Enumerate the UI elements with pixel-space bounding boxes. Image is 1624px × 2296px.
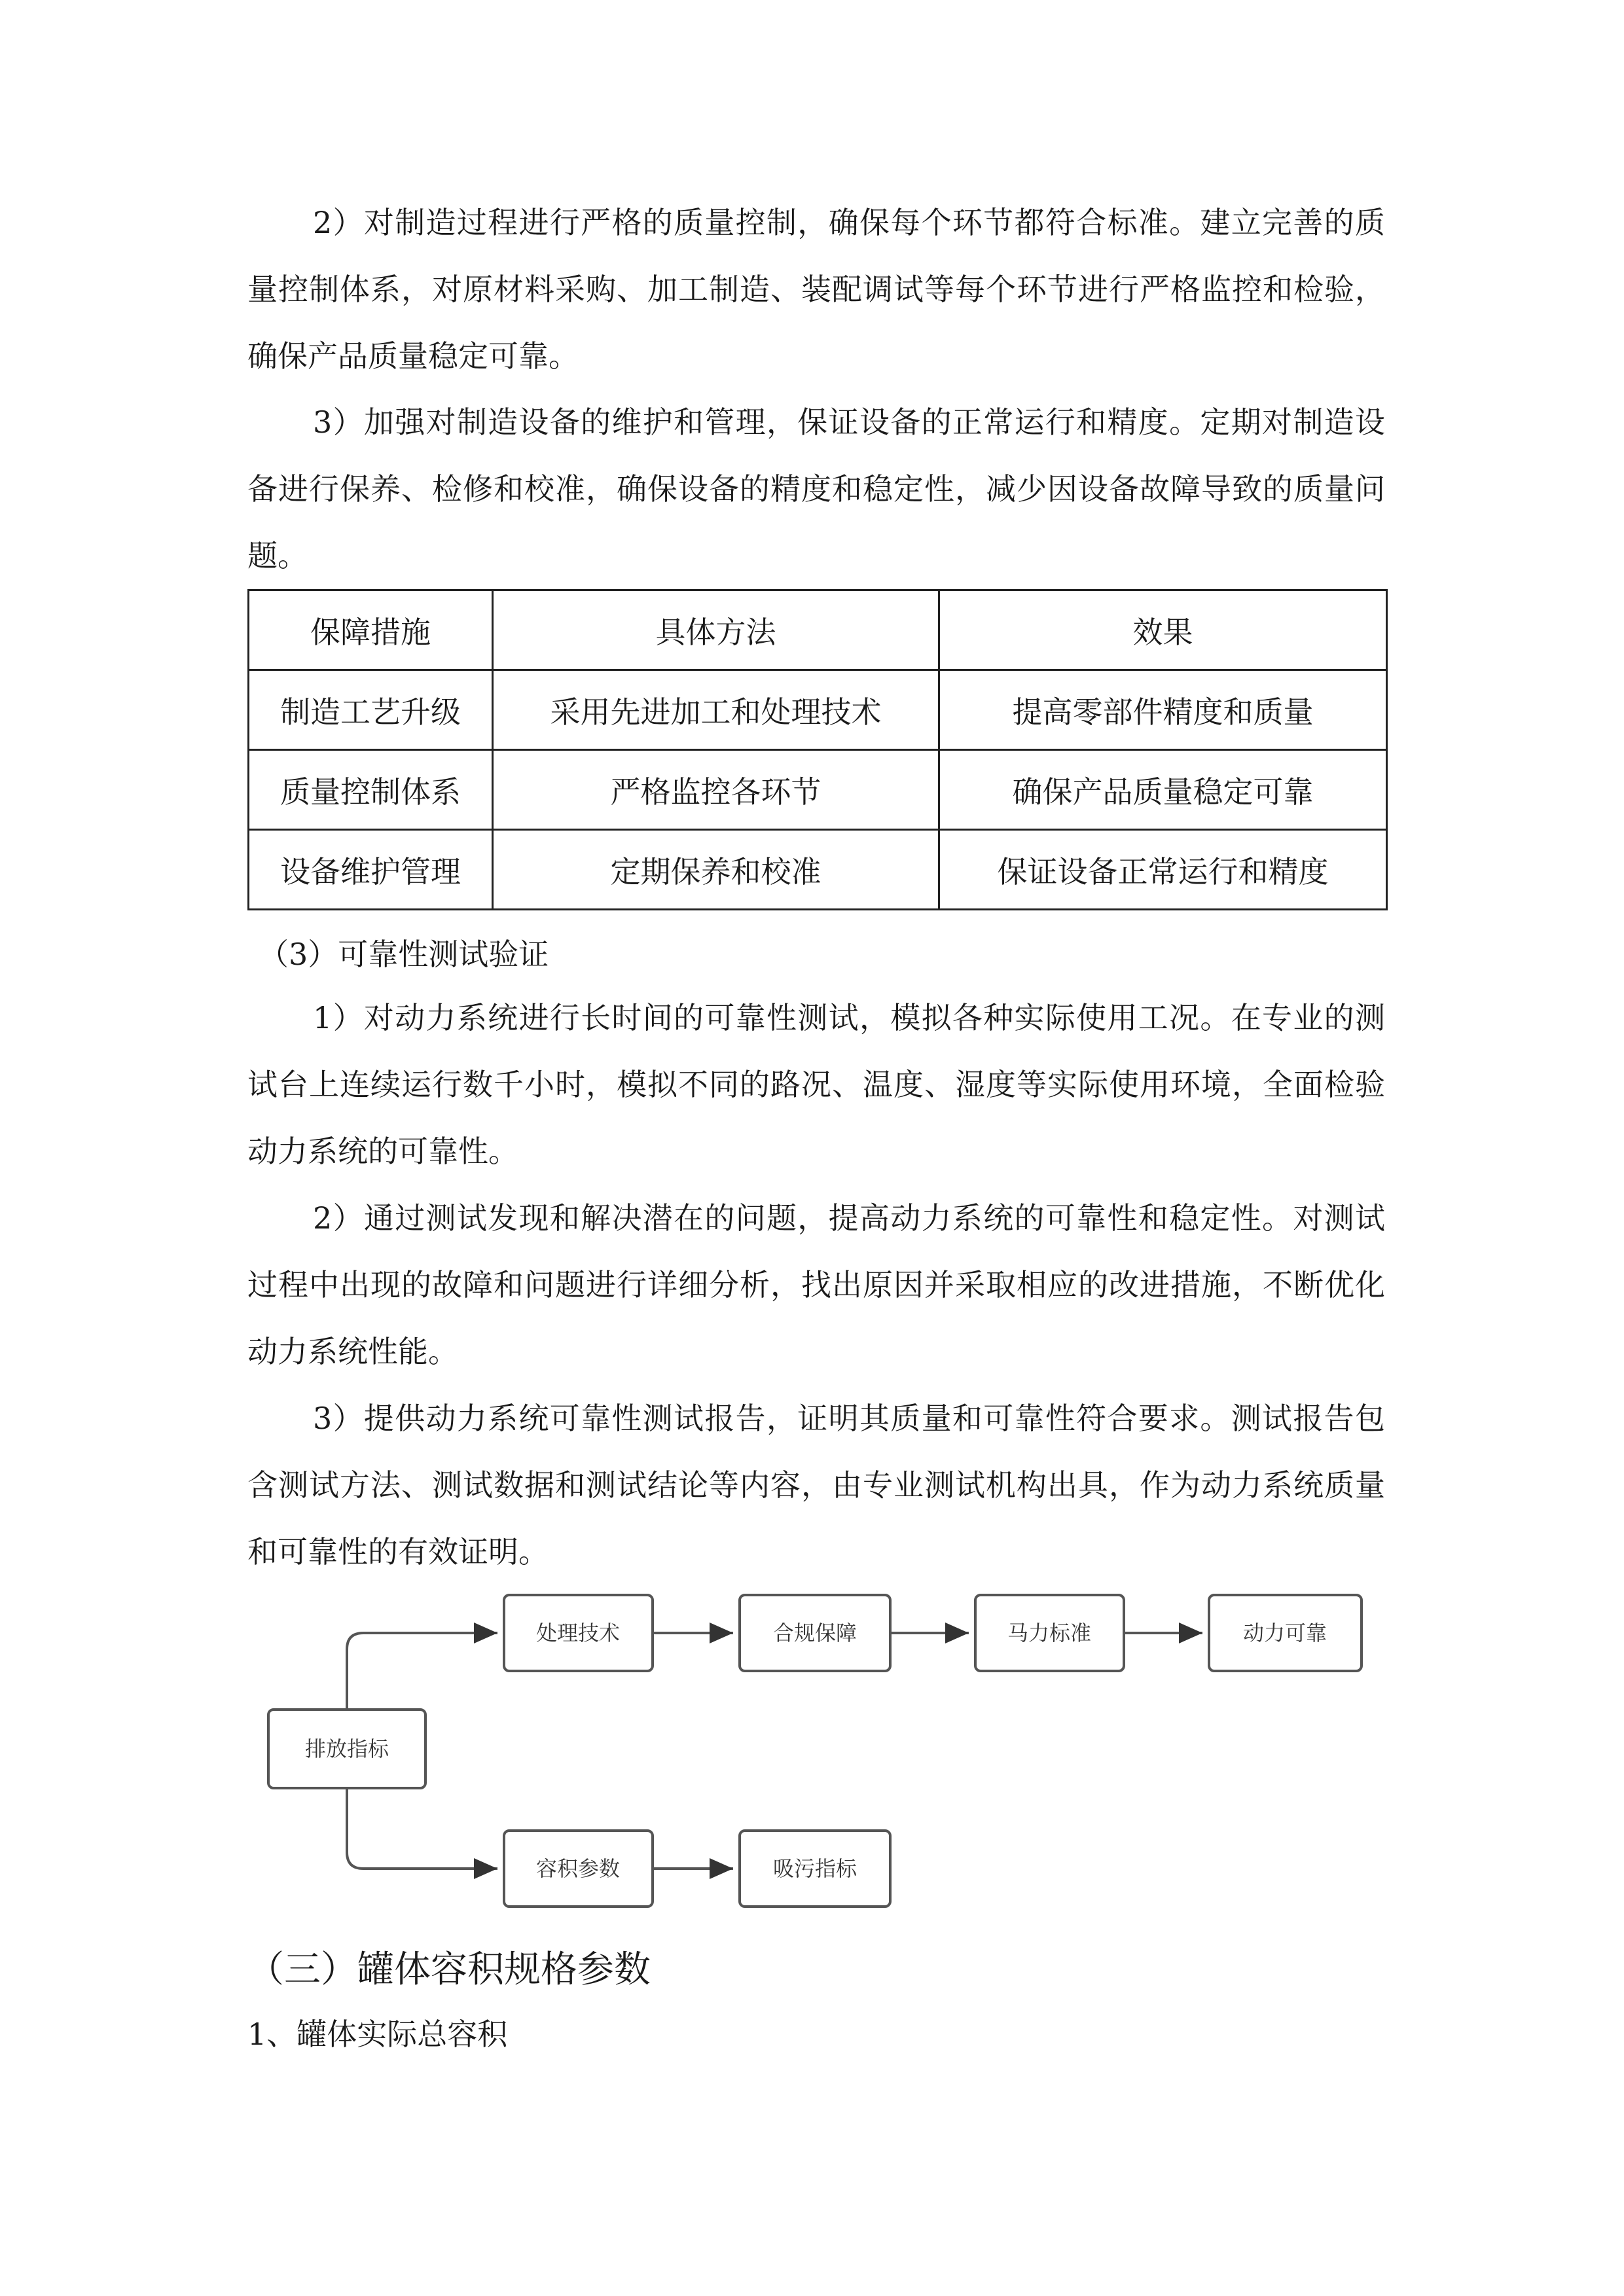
subheading-reliability-testing: （3）可靠性测试验证: [259, 937, 549, 972]
flow-node-n5-label: 容积参数: [535, 1856, 621, 1881]
flow-node-n1-label: 处理技术: [535, 1621, 621, 1645]
edge-root-to-n1: [347, 1633, 497, 1710]
table-cell: 保证设备正常运行和精度: [939, 830, 1387, 910]
flow-node-n2-label: 合规保障: [772, 1621, 857, 1645]
flow-node-root-label: 排放指标: [304, 1736, 389, 1761]
table-cell: 定期保养和校准: [493, 830, 939, 910]
flow-node-n3-label: 马力标准: [1007, 1621, 1092, 1645]
flow-node-n4: [1209, 1595, 1362, 1671]
table-cell: 采用先进加工和处理技术: [493, 670, 939, 750]
subheading-total-volume: 1、罐体实际总容积: [247, 2017, 508, 2052]
flow-node-n2: [740, 1595, 890, 1671]
section-heading-tank-volume: （三）罐体容积规格参数: [247, 1948, 651, 1991]
flow-node-n6-label: 吸污指标: [772, 1856, 857, 1881]
table-header-cell: 效果: [939, 590, 1387, 670]
flow-node-n1: [504, 1595, 653, 1671]
flow-node-n4-label: 动力可靠: [1242, 1621, 1327, 1645]
edge-root-to-n5: [347, 1788, 497, 1869]
flow-node-n6: [740, 1831, 890, 1907]
paragraph-equipment-maintenance: 3）加强对制造设备的维护和管理，保证设备的正常运行和精度。定期对制造设备进行保养、检修和校准，确保设备的精度和稳定性，减少因设备故障导致的质量问题。: [247, 404, 1385, 573]
paragraph-long-duration-test: 1）对动力系统进行长时间的可靠性测试，模拟各种实际使用工况。在专业的测试台上连续运行数千小时，模拟不同的路况、温度、湿度等实际使用环境，全面检验动力系统的可靠性。: [247, 1000, 1385, 1169]
paragraph-quality-control: 2）对制造过程进行严格的质量控制，确保每个环节都符合标准。建立完善的质量控制体系，对原材料采购、加工制造、装配调试等每个环节进行严格监控和检验，确保产品质量稳定可靠。: [247, 205, 1385, 374]
table-cell: 严格监控各环节: [493, 750, 939, 830]
flow-node-root: [268, 1710, 425, 1788]
table-header-cell: 保障措施: [249, 590, 493, 670]
paragraph-test-report: 3）提供动力系统可靠性测试报告，证明其质量和可靠性符合要求。测试报告包含测试方法、测试数据和测试结论等内容，由专业测试机构出具，作为动力系统质量和可靠性的有效证明。: [247, 1401, 1385, 1570]
paragraph-issue-resolution: 2）通过测试发现和解决潜在的问题，提高动力系统的可靠性和稳定性。对测试过程中出现的故障和问题进行详细分析，找出原因并采取相应的改进措施，不断优化动力系统性能。: [247, 1200, 1385, 1369]
table-cell: 设备维护管理: [249, 830, 493, 910]
table-cell: 制造工艺升级: [249, 670, 493, 750]
table-cell: 提高零部件精度和质量: [939, 670, 1387, 750]
flow-node-n3: [975, 1595, 1124, 1671]
table-cell: 质量控制体系: [249, 750, 493, 830]
flow-node-n5: [504, 1831, 653, 1907]
table-cell: 确保产品质量稳定可靠: [939, 750, 1387, 830]
table-header-cell: 具体方法: [493, 590, 939, 670]
